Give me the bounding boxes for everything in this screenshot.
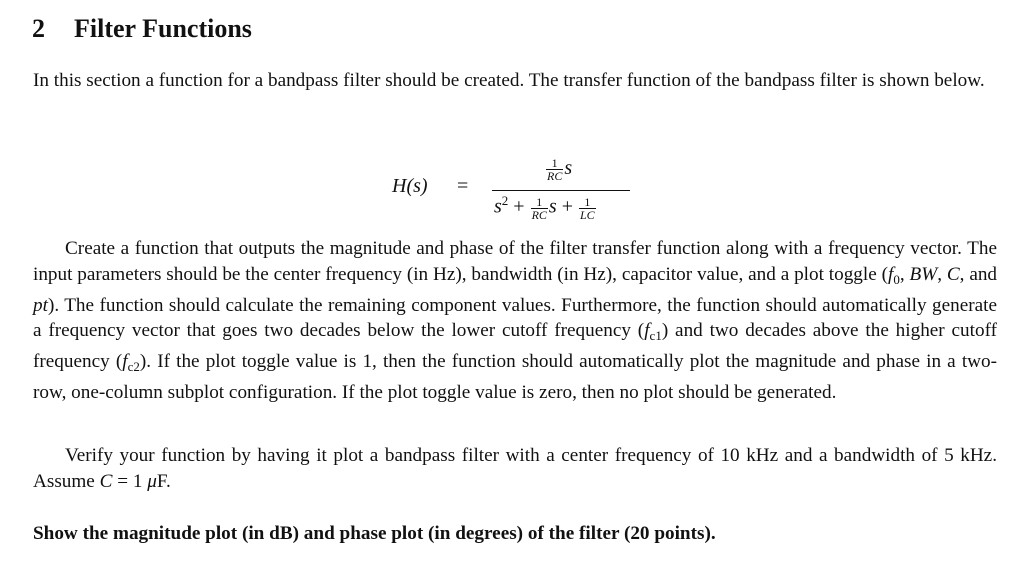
- var-pt: pt: [33, 294, 48, 316]
- var-fc1-sub: c1: [649, 328, 662, 344]
- var-c: C: [946, 263, 960, 285]
- requirements-text-3: ) and two decades above the higher cutoff frequency (: [33, 320, 997, 373]
- denominator-variable: s: [548, 195, 557, 218]
- equation-numerator: [545, 157, 572, 182]
- denominator-fraction-lc: [579, 196, 596, 221]
- equation-fraction-bar: [492, 190, 630, 191]
- denominator-fraction-rc-bottom: RC: [531, 207, 547, 222]
- section-heading: [32, 14, 252, 44]
- requirements-text-2: ). The function should calculate the remaining component values. Furthermore, the function should automatically generate a frequency vector that goes two decades below the lower cutoff frequency (: [33, 294, 997, 342]
- var-fc1: [644, 320, 662, 344]
- equation-lhs: H(s): [392, 175, 428, 197]
- numerator-variable: s: [564, 157, 573, 180]
- section-title: Filter Functions: [74, 14, 252, 43]
- denominator-lead-variable: s: [494, 195, 502, 218]
- verification-unit: F.: [156, 470, 171, 492]
- requirements-sep-2: ,: [937, 263, 947, 285]
- requirements-sep-3: , and: [959, 263, 998, 285]
- verification-var-c: C: [99, 470, 113, 492]
- equation-equals: =: [457, 175, 469, 197]
- requirements-text-1: Create a function that outputs the magnitude and phase of the filter transfer function along with a frequency vector. The input parameters should be the center frequency (in Hz), bandwidth (in Hz), capacitor value, and a plot toggle (: [33, 238, 997, 285]
- denominator-fraction-rc: [531, 196, 548, 221]
- verification-paragraph: [33, 443, 997, 495]
- intro-paragraph: In this section a function for a bandpass filter should be created. The transfer function of the bandpass filter is shown below.: [33, 70, 985, 91]
- equation-denominator: [494, 193, 597, 221]
- verification-equals: = 1: [112, 470, 148, 492]
- var-f0-base: f: [887, 263, 894, 285]
- var-fc2-sub: c2: [127, 359, 140, 375]
- requirements-paragraph: [33, 236, 997, 406]
- numerator-fraction-top: 1: [551, 156, 558, 170]
- var-fc1-base: f: [644, 320, 650, 342]
- verification-mu: μ: [147, 470, 157, 492]
- denominator-fraction-lc-bottom: LC: [580, 207, 595, 222]
- transfer-function-equation: [390, 155, 650, 225]
- var-fc2-base: f: [122, 351, 128, 373]
- equation-main-fraction: [490, 155, 630, 225]
- numerator-fraction-bottom: RC: [547, 169, 563, 183]
- denominator-fraction-lc-top: 1: [584, 194, 591, 209]
- var-bw: BW: [909, 263, 938, 285]
- instruction-paragraph: Show the magnitude plot (in dB) and phase plot (in degrees) of the filter (20 points).: [33, 523, 716, 544]
- denominator-power: 2: [501, 193, 509, 208]
- requirements-sep-1: ,: [899, 263, 910, 285]
- denominator-plus-1: +: [513, 195, 525, 218]
- requirements-text-4: ). If the plot toggle value is 1, then the function should automatically plot the magnitude and phase in a two- row, one-column subplot configuration. If the plot toggle value is zero, then no plot should be generated.: [33, 351, 998, 403]
- section-number: 2: [32, 14, 45, 43]
- denominator-plus-2: +: [561, 195, 573, 218]
- numerator-small-fraction: [546, 157, 563, 182]
- verification-text: Verify your function by having it plot a bandpass filter with a center frequency of 10 kHz and a bandwidth of 5 kHz. Assume: [33, 445, 997, 492]
- var-f0: [888, 264, 900, 285]
- var-f0-sub: 0: [893, 271, 900, 287]
- var-fc2: [122, 351, 140, 375]
- denominator-fraction-rc-top: 1: [536, 194, 543, 209]
